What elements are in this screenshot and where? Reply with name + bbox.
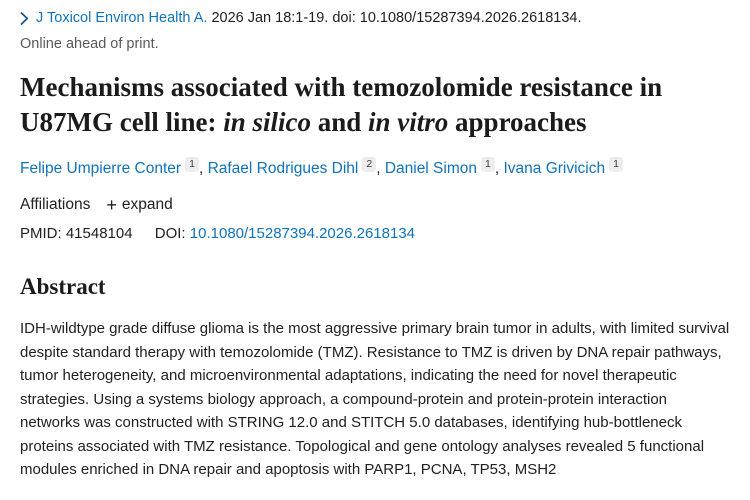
affiliations-label: Affiliations (20, 196, 91, 213)
affiliations-expand-button[interactable] (106, 196, 172, 214)
author-link[interactable]: Rafael Rodrigues Dihl (207, 160, 359, 177)
affiliation-badge: 1 (185, 157, 199, 172)
author-link[interactable]: Daniel Simon (384, 160, 477, 177)
author-separator: , (494, 160, 504, 177)
author-link[interactable]: Ivana Grivicich (503, 160, 606, 177)
pmid-value: 41548104 (65, 225, 133, 242)
author-link[interactable]: Felipe Umpierre Conter (20, 160, 182, 177)
citation-row (20, 8, 730, 28)
pmid-group (20, 225, 137, 242)
article-title (20, 70, 696, 140)
doi-group (155, 225, 415, 242)
author-separator: , (376, 160, 385, 177)
title-italic-segment: in silico (223, 107, 311, 137)
journal-link[interactable]: J Toxicol Environ Health A. (36, 10, 208, 26)
affiliations-row (20, 195, 730, 215)
pmid-label: PMID: (20, 225, 62, 242)
title-segment: approaches (448, 107, 587, 137)
plus-icon: + (106, 195, 117, 215)
abstract-text: IDH-wildtype grade diffuse glioma is the most aggressive primary brain tumor in adults, with limited survival despite standard therapy with temozolomide (TMZ). Resistance to TMZ is driven by DNA repair pathways, tumor heterogeneity, and microenvironmental adaptations, indicating the need for novel therapeutic strategies. Using a systems biology approach, a compound-protein and protein-protein interaction networks was constructed with STRING 12.0 and STITCH 5.0 databases, identifying hub-bottleneck proteins associated with TMZ resistance. Topological and gene ontology analyses revealed 5 functional modules enriched in DNA repair and apoptosis with PARP1, PCNA, TP53, MSH2 (20, 320, 730, 478)
title-segment: Mechanisms associated with temozolomide resistance in U87MG cell line: (20, 72, 663, 137)
affiliation-badge: 2 (362, 157, 376, 172)
authors-list (20, 158, 730, 179)
abstract-heading: Abstract (20, 274, 106, 299)
author-separator: , (198, 160, 208, 177)
identifiers-row (20, 224, 730, 244)
citation-details: 2026 Jan 18:1-19. doi: 10.1080/15287394.2026.2618134. (211, 10, 582, 26)
affiliation-badge: 1 (609, 157, 623, 172)
online-ahead-of-print-status: Online ahead of print. (20, 36, 159, 52)
doi-link[interactable]: 10.1080/15287394.2026.2618134 (189, 225, 416, 242)
chevron-right-icon (20, 12, 29, 25)
title-italic-segment: in vitro (368, 107, 449, 137)
title-segment: and (310, 107, 369, 137)
expand-label: expand (121, 196, 173, 213)
doi-label: DOI: (154, 225, 186, 242)
affiliation-badge: 1 (481, 157, 495, 172)
